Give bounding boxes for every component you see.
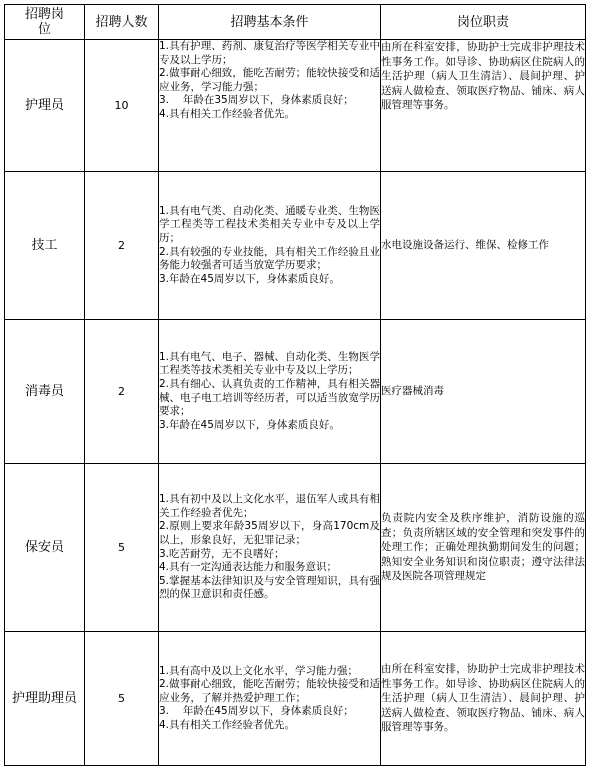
- condition-item: 1.具有电气、电子、器械、自动化类、生物医学工程类等技术类相关专业中专及以上学历；: [159, 350, 380, 377]
- table-row: [5, 320, 586, 464]
- count-cell: 2: [85, 320, 159, 464]
- recruitment-table: [4, 4, 586, 766]
- conditions-cell: [159, 40, 381, 172]
- condition-item: 3. 年龄在35周岁以下，身体素质良好；: [159, 94, 354, 107]
- count-cell: 5: [85, 464, 159, 632]
- header-position: 招聘岗位: [5, 5, 85, 40]
- duties-cell: 医疗器械消毒: [381, 320, 586, 464]
- table-row: [5, 172, 586, 320]
- condition-item: 1.具有电气类、自动化类、通暖专业类、生物医学工程类等工程技术类相关专业中专及以上学历；: [159, 204, 380, 244]
- position-cell: 护理助理员: [5, 632, 85, 766]
- header-count: 招聘人数: [85, 5, 159, 40]
- conditions-cell: [159, 632, 381, 766]
- duties-cell: 由所在科室安排，协助护士完成非护理技术性事务工作。如导诊、协助病区住院病人的生活护理（病人卫生清洁）、晨间护理、护送病人做检查、领取医疗物品、铺床、病人服管理等事务。: [381, 632, 586, 766]
- condition-item: 3.年龄在45周岁以下，身体素质良好。: [159, 418, 340, 431]
- duties-cell: 水电设施设备运行、维保、检修工作: [381, 172, 586, 320]
- condition-item: 3.年龄在45周岁以下，身体素质良好。: [159, 272, 340, 285]
- duties-cell: 由所在科室安排，协助护士完成非护理技术性事务工作。如导诊、协助病区住院病人的生活护理（病人卫生清洁）、晨间护理、护送病人做检查、领取医疗物品、铺床、病人服管理等事务。: [381, 40, 586, 172]
- header-conditions: 招聘基本条件: [159, 5, 381, 40]
- table-row: [5, 632, 586, 766]
- table-row: [5, 464, 586, 632]
- condition-item: 1.具有护理、药剂、康复治疗等医学相关专业中专及以上学历；: [159, 40, 380, 66]
- condition-item: 2.具有细心、认真负责的工作精神，具有相关器械、电子电工培训等经历者，可以适当放宽学历要求；: [159, 377, 380, 418]
- duties-cell: 负责院内安全及秩序维护，消防设施的巡查；负责所辖区域的安全管理和突发事件的处理工作；正确处理执勤期间发生的问题；熟知安全业务知识和岗位职责；遵守法律法规及医院各项管理规定: [381, 464, 586, 632]
- condition-item: 4.具有相关工作经验者优先。: [159, 718, 296, 731]
- conditions-cell: [159, 320, 381, 464]
- position-cell: 护理员: [5, 40, 85, 172]
- table-row: [5, 40, 586, 172]
- count-cell: 10: [85, 40, 159, 172]
- position-cell: 消毒员: [5, 320, 85, 464]
- conditions-cell: [159, 172, 381, 320]
- table-header-row: [5, 5, 586, 40]
- header-duties: 岗位职责: [381, 5, 586, 40]
- position-cell: 保安员: [5, 464, 85, 632]
- position-cell: 技工: [5, 172, 85, 320]
- condition-item: 3.吃苦耐劳，无不良嗜好；: [159, 547, 285, 560]
- condition-item: 1.具有初中及以上文化水平，退伍军人或具有相关工作经验者优先；: [159, 493, 380, 519]
- condition-item: 5.掌握基本法律知识及与安全管理知识，具有强烈的保卫意识和责任感。: [159, 574, 380, 601]
- conditions-cell: [159, 464, 381, 632]
- count-cell: 5: [85, 632, 159, 766]
- condition-item: 2.原则上要求年龄35周岁以下，身高170cm及以上，形象良好，无犯罪记录；: [159, 520, 380, 546]
- condition-item: 4.具有相关工作经验者优先。: [159, 107, 296, 120]
- count-cell: 2: [85, 172, 159, 320]
- condition-item: 1.具有高中及以上文化水平，学习能力强；: [159, 664, 359, 677]
- condition-item: 3. 年龄在45周岁以下，身体素质良好；: [159, 705, 354, 718]
- condition-item: 4.具有一定沟通表达能力和服务意识；: [159, 561, 338, 574]
- condition-item: 2.具有较强的专业技能，具有相关工作经验且业务能力较强者可适当放宽学历要求；: [159, 245, 380, 272]
- condition-item: 2.做事耐心细致，能吃苦耐劳；能较快接受和适应业务，学习能力强；: [159, 67, 380, 93]
- condition-item: 2.做事耐心细致，能吃苦耐劳；能较快接受和适应业务，了解并热爱护理工作；: [159, 678, 380, 704]
